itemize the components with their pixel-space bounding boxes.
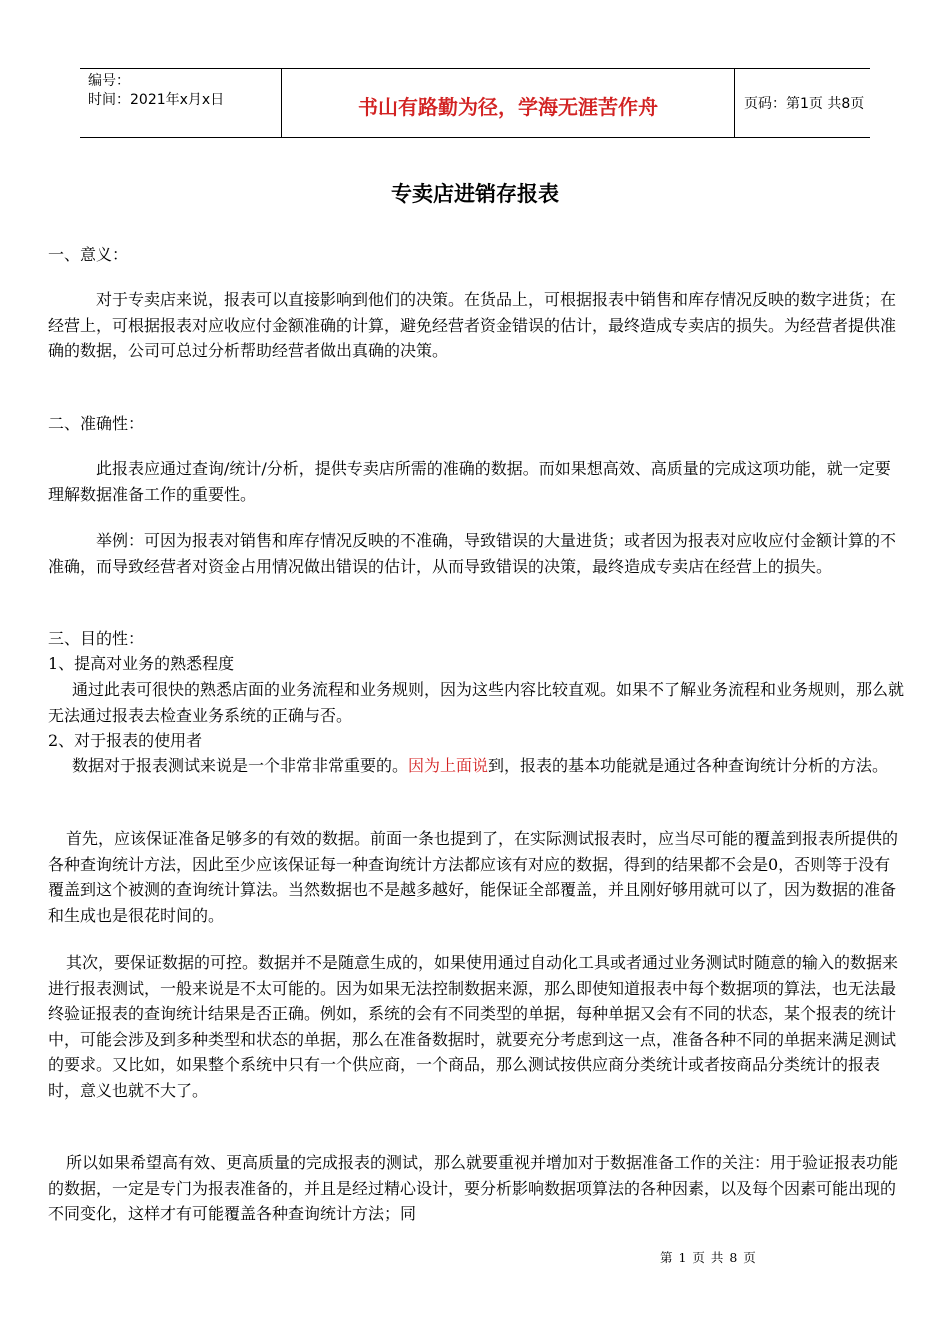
- paragraph-users: [48, 753, 906, 779]
- section-heading-meaning: 一、意义：: [48, 245, 129, 264]
- subheading-familiarity: 1、提高对业务的熟悉程度: [48, 654, 235, 673]
- date-label: 时间：2021年x月x日: [88, 92, 225, 108]
- paragraph-familiarity: 通过此表可很快的熟悉店面的业务流程和业务规则，因为这些内容比较直观。如果不了解业务流程和业务规则，那么就无法通过报表去检查业务系统的正确与否。: [48, 680, 905, 725]
- page-footer: 第 1 页 共 8 页: [660, 1250, 757, 1265]
- paragraph-second: 其次，要保证数据的可控。数据并不是随意生成的，如果使用通过自动化工具或者通过业务测试时随意的输入的数据来进行报表测试，一般来说是不太可能的。因为如果无法控制数据来源，那么即使知道报表中每个数据项的算法，也无法最终验证报表的查询统计结果是否正确。例如，系统的会有不同类型的单据，每种单据又会有不同的状态，某个报表的统计中，可能会涉及到多种类型和状态的单据，那么在准备数据时，就要充分考虑到这一点，准备各种不同的单据来满足测试的要求。又比如，如果整个系统中只有一个供应商，一个商品，那么测试按供应商分类统计或者按商品分类统计的报表时，意义也就不大了。: [48, 953, 899, 1100]
- number-label: 编号：: [88, 73, 130, 89]
- paragraph-third: 所以如果希望高有效、更高质量的完成报表的测试，那么就要重视并增加对于数据准备工作的关注：用于验证报表功能的数据，一定是专门为报表准备的，并且是经过精心设计，要分析影响数据项算法的各种因素，以及每个因素可能出现的不同变化，这样才有可能覆盖各种查询统计方法；同: [48, 1153, 899, 1223]
- paragraph-first: 首先，应该保证准备足够多的有效的数据。前面一条也提到了，在实际测试报表时，应当尽可能的覆盖到报表所提供的各种查询统计方法，因此至少应该保证每一种查询统计方法都应该有对应的数据，得到的结果都不会是0，否则等于没有覆盖到这个被测的查询统计算法。当然数据也不是越多越好，能保证全部覆盖，并且刚好够用就可以了，因为数据的准备和生成也是很花时间的。: [48, 829, 899, 925]
- subheading-users: 2、对于报表的使用者: [48, 731, 203, 750]
- header-motto-cell: [281, 69, 735, 137]
- header-meta-cell: [80, 69, 280, 137]
- section-heading-purpose: 三、目的性：: [48, 629, 145, 648]
- document-header: [80, 68, 870, 138]
- header-page-label: 页码：第1页 共8页: [744, 96, 865, 112]
- paragraph-meaning: 对于专卖店来说，报表可以直接影响到他们的决策。在货品上，可根据报表中销售和库存情况反映的数字进货；在经营上，可根据报表对应收应付金额准确的计算，避免经营者资金错误的估计，最终造成专卖店的损失。为经营者提供准确的数据，公司可总过分析帮助经营者做出真确的决策。: [48, 290, 897, 360]
- users-text-b: 到，报表的基本功能就是通过各种查询统计分析的方法。: [488, 756, 889, 775]
- document-title: 专卖店进销存报表: [391, 182, 559, 206]
- section-heading-accuracy: 二、准确性：: [48, 414, 145, 433]
- users-text-highlight: 因为上面说: [408, 756, 489, 775]
- paragraph-example: 举例：可因为报表对销售和库存情况反映的不准确，导致错误的大量进货；或者因为报表对应收应付金额计算的不准确，而导致经营者对资金占用情况做出错误的估计，从而导致错误的决策，最终造成专卖店在经营上的损失。: [48, 531, 897, 576]
- users-text-a: 数据对于报表测试来说是一个非常非常重要的。: [72, 756, 409, 775]
- paragraph-accuracy: 此报表应通过查询/统计/分析，提供专卖店所需的准确的数据。而如果想高效、高质量的完成这项功能，就一定要理解数据准备工作的重要性。: [48, 459, 891, 504]
- header-page-cell: [734, 69, 870, 137]
- header-motto: 书山有路勤为径，学海无涯苦作舟: [358, 95, 658, 119]
